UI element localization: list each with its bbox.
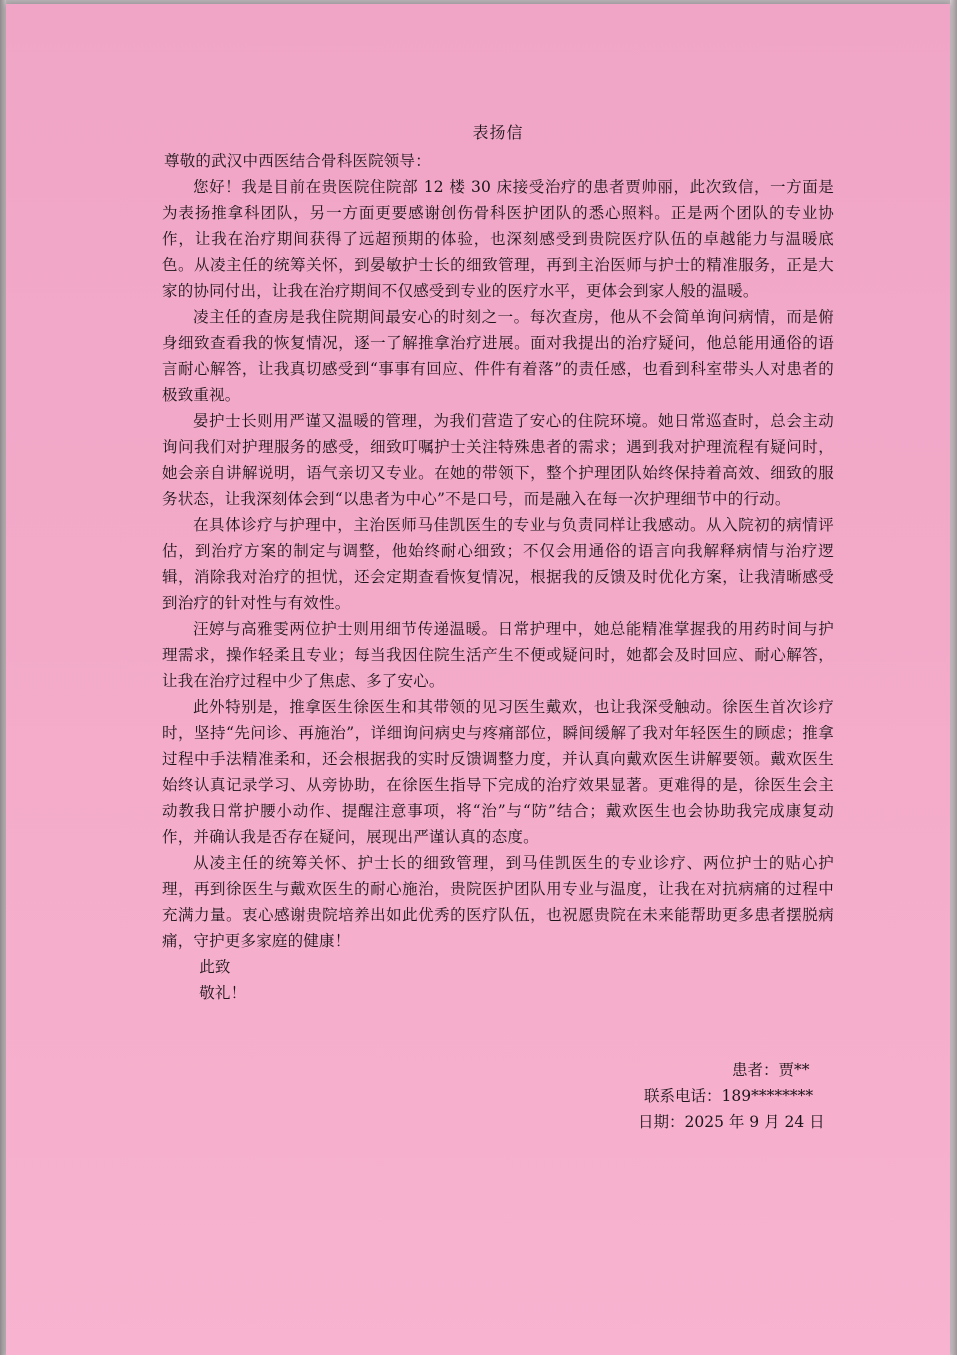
signature-date bbox=[600, 1109, 840, 1135]
letter-paragraph-3: 晏护士长则用严谨又温暖的管理，为我们营造了安心的住院环境。她日常巡查时，总会主动询问我们对护理服务的感受，细致叮嘱护士关注特殊患者的需求；遇到我对护理流程有疑问时，她会亲自讲解说明，语气亲切又专业。在她的带领下，整个护理团队始终保持着高效、细致的服务状态，让我深刻体会到“以患者为中心”不是口号，而是融入在每一次护理细节中的行动。 bbox=[162, 412, 834, 508]
letter-salutation: 尊敬的武汉中西医结合骨科医院领导： bbox=[164, 152, 431, 170]
letter-title: 表扬信 bbox=[472, 123, 524, 142]
signature-patient bbox=[600, 1057, 840, 1083]
signature-phone bbox=[600, 1083, 840, 1109]
letter-paragraph-2: 凌主任的查房是我住院期间最安心的时刻之一。每次查房，他从不会简单询问病情，而是俯身细致查看我的恢复情况，逐一了解推拿治疗进展。面对我提出的治疗疑问，他总能用通俗的语言耐心解答，让我真切感受到“事事有回应、件件有着落”的责任感，也看到科室带头人对患者的极致重视。 bbox=[162, 308, 834, 404]
scanner-background-right bbox=[950, 0, 957, 1355]
letter-paragraph-5: 汪婷与高雅雯两位护士则用细节传递温暖。日常护理中，她总能精准掌握我的用药时间与护理需求，操作轻柔且专业；每当我因住院生活产生不便或疑问时，她都会及时回应、耐心解答，让我在治疗过程中少了焦虑、多了安心。 bbox=[162, 620, 834, 690]
signature-block bbox=[600, 1057, 840, 1135]
letter-paragraph-1: 您好！我是目前在贵医院住院部 12 楼 30 床接受治疗的患者贾帅丽，此次致信，一方面是为表扬推拿科团队，另一方面更要感谢创伤骨科医护团队的悉心照料。正是两个团队的专业协作，让我在治疗期间获得了远超预期的体验，也深刻感受到贵院医疗队伍的卓越能力与温暖底色。从凌主任的统筹关怀，到晏敏护士长的细致管理，再到主治医师与护士的精准服务，正是大家的协同付出，让我在治疗期间不仅感受到专业的医疗水平，更体会到家人般的温暖。 bbox=[162, 178, 834, 300]
signature-date-text: 日期：2025 年 9 月 24 日 bbox=[638, 1113, 825, 1131]
signature-patient-text: 患者：贾** bbox=[732, 1061, 810, 1079]
letter-paragraph-7: 从凌主任的统筹关怀、护士长的细致管理，到马佳凯医生的专业诊疗、两位护士的贴心护理，再到徐医生与戴欢医生的耐心施治，贵院医护团队用专业与温度，让我在对抗病痛的过程中充满力量。衷心感谢贵院培养出如此优秀的医疗队伍，也祝愿贵院在未来能帮助更多患者摆脱病痛，守护更多家庭的健康！ bbox=[162, 854, 834, 950]
letter-closing-jingli: 敬礼！ bbox=[199, 984, 247, 1002]
letter-closing-cizhi: 此致 bbox=[199, 958, 231, 976]
signature-phone-text: 联系电话：189******** bbox=[644, 1087, 814, 1105]
letter-paragraph-4: 在具体诊疗与护理中，主治医师马佳凯医生的专业与负责同样让我感动。从入院初的病情评估，到治疗方案的制定与调整，他始终耐心细致；不仅会用通俗的语言向我解释病情与治疗逻辑，消除我对治疗的担忧，还会定期查看恢复情况，根据我的反馈及时优化方案，让我清晰感受到治疗的针对性与有效性。 bbox=[162, 516, 834, 612]
letter-body bbox=[162, 120, 834, 1006]
letter-paragraph-6: 此外特别是，推拿医生徐医生和其带领的见习医生戴欢，也让我深受触动。徐医生首次诊疗时，坚持“先问诊、再施治”，详细询问病史与疼痛部位，瞬间缓解了我对年轻医生的顾虑；推拿过程中手法精准柔和，还会根据我的实时反馈调整力度，并认真向戴欢医生讲解要领。戴欢医生始终认真记录学习、从旁协助，在徐医生指导下完成的治疗效果显著。更难得的是，徐医生会主动教我日常护腰小动作、提醒注意事项，将“治”与“防”结合；戴欢医生也会协助我完成康复动作，并确认我是否存在疑问，展现出严谨认真的态度。 bbox=[162, 698, 834, 846]
